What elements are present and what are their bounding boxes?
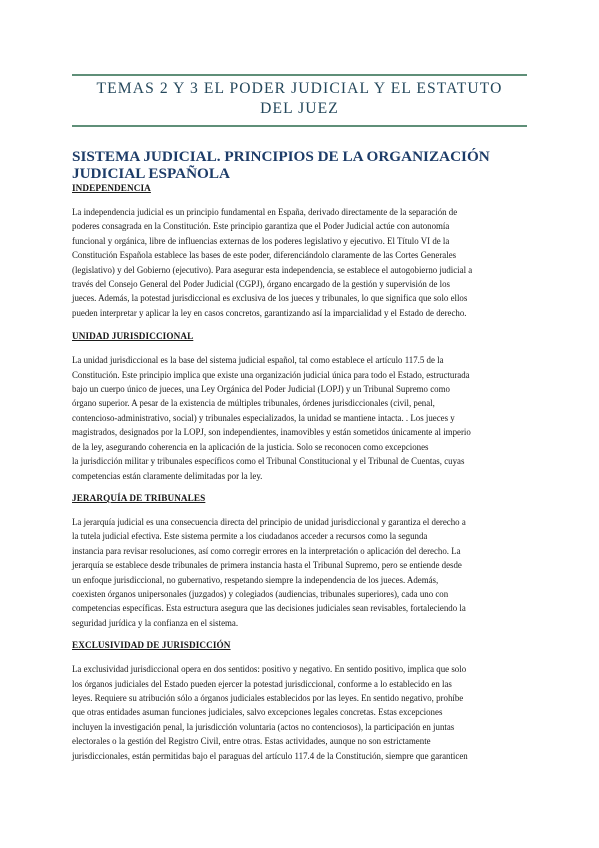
paragraph-line: jurisdiccionales, están permitidas bajo el paraguas del artículo 117.4 de la Constitución, siempre que garanticen [72, 750, 468, 761]
paragraph-line: un enfoque jurisdiccional, no gubernativo, respetando siempre la independencia de los jueces. Además, [72, 574, 439, 585]
paragraph-line: Constitución. Este principio implica que existe una organización judicial única para todo el Estado, estructurada [72, 369, 470, 380]
document-title [72, 79, 527, 119]
title-top-rule [72, 74, 527, 76]
paragraph-line: La exclusividad jurisdiccional opera en dos sentidos: positivo y negativo. En sentido positivo, implica que solo [72, 664, 467, 675]
paragraph-exclusividad-de-jurisdiccion [72, 662, 527, 763]
heading-unidad-jurisdiccional: UNIDAD JURISDICCIONAL [72, 331, 194, 342]
document-body [72, 148, 527, 763]
paragraph-line: jueces. Además, la potestad jurisdiccional es exclusiva de los jueces y tribunales, lo que significa que solo ellos [72, 293, 468, 304]
paragraph-line: que otras entidades asuman funciones judiciales, salvo excepciones legales concretas. Estas excepciones [72, 707, 443, 718]
paragraph-line: magistrados, designados por la LOPJ, son independientes, inamovibles y están sometidos únicamente al imperio [72, 427, 471, 438]
paragraph-line: Constitución Española establece las bases de este poder, diferenciándolo claramente de las Cortes Generales [72, 250, 457, 261]
paragraph-line: coexisten órganos unipersonales (juzgados) y colegiados (audiencias, tribunales superiores), cada uno con [72, 588, 449, 599]
section-title-line-1: SISTEMA JUDICIAL. PRINCIPIOS DE LA ORGANIZACIÓN [72, 148, 490, 165]
paragraph-line: jerarquía se establece desde tribunales de primera instancia hasta el Tribunal Supremo, pero se entiende desde [72, 560, 462, 571]
paragraph-line: contencioso-administrativo, social) y tribunales especializados, la unidad se mantiene intacta. . Los jueces y [72, 412, 455, 423]
paragraph-line: instancia para revisar resoluciones, así como corregir errores en la interpretación o aplicación del derecho. La [72, 545, 461, 556]
paragraph-line: La independencia judicial es un principio fundamental en España, derivado directamente de la separación de [72, 207, 458, 217]
paragraph-line: competencias específicas. Esta estructura asegura que las decisiones judiciales sean revisables, fortaleciendo la [72, 603, 466, 614]
paragraph-line: incluyen la investigación penal, la jurisdicción voluntaria (actos no contenciosos), la participación en juntas [72, 721, 455, 732]
paragraph-line: órgano superior. A pesar de la existencia de múltiples tribunales, órdenes jurisdiccionales (civil, penal, [72, 398, 435, 409]
paragraph-line: poderes consagrada en la Constitución. Este principio garantiza que el Poder Judicial actúe con autonomía [72, 221, 450, 232]
heading-independencia: INDEPENDENCIA [72, 183, 151, 193]
paragraph-line: competencias están claramente delimitadas por la ley. [72, 470, 263, 481]
paragraph-line: pueden interpretar y aplicar la ley en casos concretos, garantizando así la imparcialidad y el Estado de derecho. [72, 307, 467, 318]
paragraph-unidad-jurisdiccional [72, 353, 527, 483]
paragraph-line: los órganos judiciales del Estado pueden ejercer la potestad jurisdiccional, conforme a lo establecido en las [72, 678, 452, 689]
title-bottom-rule [72, 125, 527, 127]
paragraph-line: bajo un cuerpo único de jueces, una Ley Orgánica del Poder Judicial (LOPJ) y un Tribunal Supremo como [72, 384, 450, 395]
paragraph-line: través del Consejo General del Poder Judicial (CGPJ), órgano encargado de la gestión y supervisión de los [72, 279, 451, 290]
paragraph-jerarquia-de-tribunales [72, 515, 527, 630]
paragraph-line: la tutela judicial efectiva. Este sistema permite a los ciudadanos acceder a recursos como la segunda [72, 531, 428, 542]
paragraph-line: leyes. Requiere su atribución sólo a órganos judiciales establecidos por las leyes. En sentido negativo, prohíbe [72, 692, 464, 703]
heading-jerarquia-de-tribunales: JERARQUÍA DE TRIBUNALES [72, 492, 206, 503]
document-title-line-1: TEMAS 2 Y 3 EL PODER JUDICIAL Y EL ESTATUTO [96, 80, 503, 97]
paragraph-line: (legislativo) y del Gobierno (ejecutivo). Para asegurar esta independencia, se establece el autogobierno judicial a [72, 264, 473, 275]
paragraph-line: la jurisdicción militar y tribunales específicos como el Tribunal Constitucional y el Tribunal de Cuentas, cuyas [72, 456, 465, 467]
paragraph-line: La unidad jurisdiccional es la base del sistema judicial español, tal como establece el artículo 117.5 de la [72, 355, 444, 366]
document-title-line-2: DEL JUEZ [260, 100, 339, 117]
heading-exclusividad-de-jurisdiccion: EXCLUSIVIDAD DE JURISDICCIÓN [72, 640, 231, 651]
paragraph-independencia [72, 205, 527, 320]
section-title [72, 148, 527, 182]
paragraph-line: electorales o la gestión del Registro Civil, entre otras. Estas actividades, aunque no son estrictamente [72, 736, 431, 747]
paragraph-line: La jerarquía judicial es una consecuencia directa del principio de unidad jurisdiccional y garantiza el derecho a [72, 516, 466, 527]
section-title-line-2: JUDICIAL ESPAÑOLA [72, 165, 230, 182]
paragraph-line: seguridad jurídica y la confianza en el sistema. [72, 617, 239, 628]
paragraph-line: de la ley, asegurando coherencia en la aplicación de la justicia. Solo se reconocen como excepciones [72, 441, 429, 452]
paragraph-line: funcional y orgánica, libre de influencias externas de los poderes legislativo y ejecutivo. El Título VI de la [72, 235, 450, 246]
